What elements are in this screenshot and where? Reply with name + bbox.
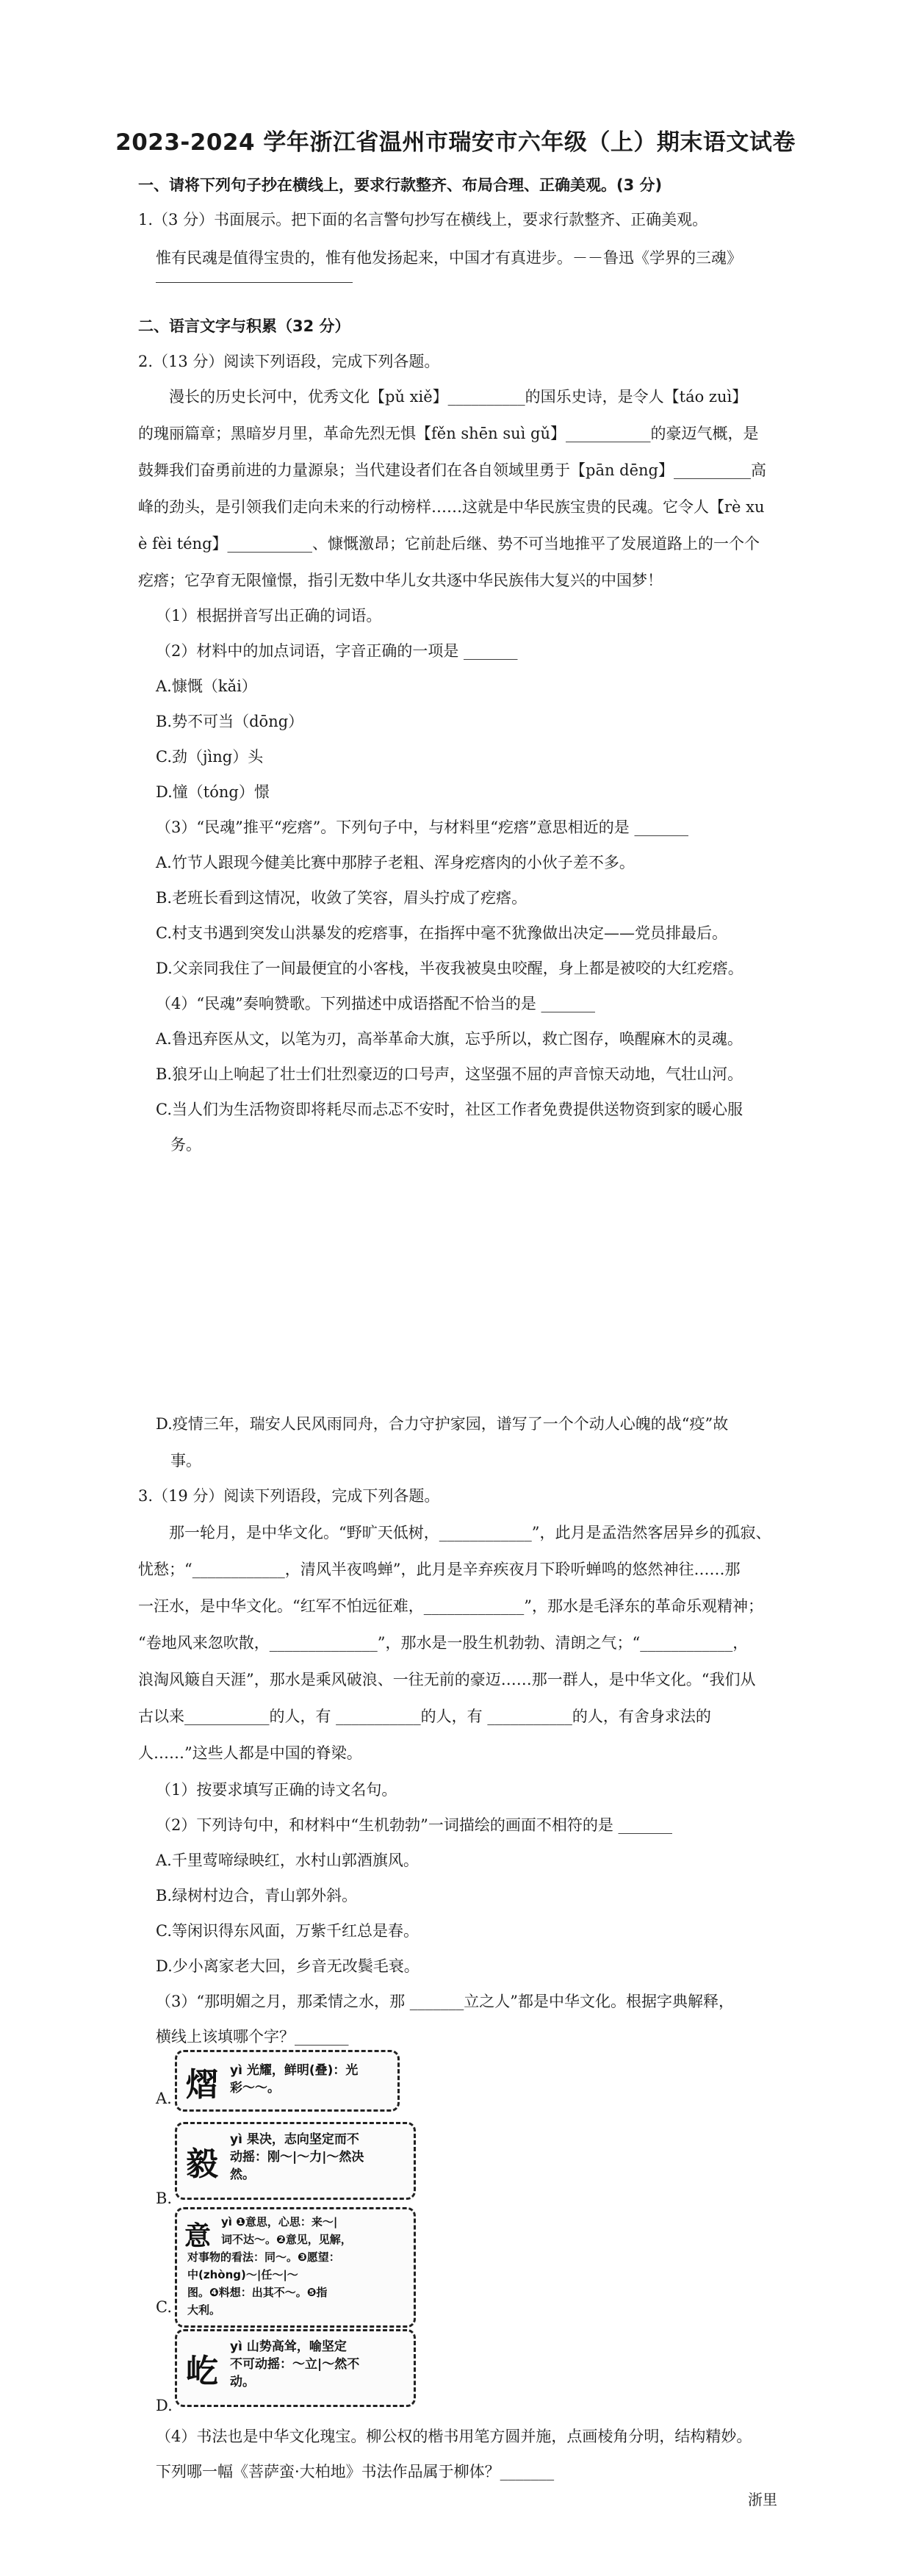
card-b-def-2: 动摇：刚～|～力|～然决 [230, 2150, 364, 2165]
dictionary-card-c [175, 2207, 416, 2328]
q2-sub4-option-c-cont: 务。 [170, 1136, 201, 1154]
q2-sub3-option-d: D.父亲同我住了一间最便宜的小客栈，半夜我被臭虫咬醒，身上都是被咬的大红疙瘩。 [156, 960, 743, 977]
q2-stem: 2.（13 分）阅读下列语段，完成下列各题。 [138, 353, 440, 370]
q2-sub3: （3）“民魂”推平“疙瘩”。下列句子中，与材料里“疙瘩”意思相近的是 _______ [156, 819, 688, 836]
card-d-label: D. [156, 2397, 173, 2414]
q3-passage-line-2: 忧愁；“____________，清风半夜鸣蝉”，此月是辛弃疾夜月下聆听蝉鸣的悠然神往……那 [138, 1561, 741, 1578]
q2-sub4-option-a: A.鲁迅弃医从文，以笔为刃，高举革命大旗，忘乎所以，救亡图存，唤醒麻木的灵魂。 [156, 1030, 743, 1048]
q2-sub2-option-c: C.劲（jìng）头 [156, 748, 264, 766]
card-d-def-2: 不可动摇：～立|～然不 [230, 2357, 360, 2372]
q3-passage-line-3: 一汪水，是中华文化。“红军不怕远征难，_____________”，那水是毛泽东的革命乐观精神； [138, 1597, 763, 1615]
card-c-def-3: 对事物的看法：同～。❸愿望： [187, 2251, 340, 2264]
q2-sub4-option-c: C.当人们为生活物资即将耗尽而忐忑不安时，社区工作者免费提供送物资到家的暖心服 [156, 1101, 743, 1118]
card-c-def-4: 中(zhòng)～|任～|～ [187, 2268, 298, 2281]
card-b-label: B. [156, 2190, 173, 2207]
q1-answer-line [156, 282, 353, 283]
q3-sub3-line-1: （3）“那明媚之月，那柔情之水，那 _______立之人”都是中华文化。根据字典解释， [156, 1993, 735, 2010]
card-c-label: C. [156, 2298, 172, 2316]
q2-sub4-option-d-cont: 事。 [170, 1452, 201, 1469]
q3-sub3-line-2: 横线上该填哪个字？_______ [156, 2028, 349, 2046]
q2-passage-line-6: 疙瘩；它孕育无限憧憬，指引无数中华儿女共逐中华民族伟大复兴的中国梦！ [138, 572, 663, 589]
q2-sub2-option-d: D.憧（tóng）憬 [156, 783, 270, 801]
card-b-def-1: yì 果决，志向坚定而不 [230, 2132, 359, 2147]
card-d-def-3: 动。 [230, 2375, 255, 2389]
q3-stem: 3.（19 分）阅读下列语段，完成下列各题。 [138, 1487, 440, 1505]
q3-passage-line-1: 那一轮月，是中华文化。“野旷天低树，____________”，此月是孟浩然客居异乡的孤寂、 [169, 1524, 771, 1541]
q2-passage-line-2: 的瑰丽篇章；黑暗岁月里，革命先烈无惧【fěn shēn suì gǔ】___________的豪迈气概，是 [138, 425, 759, 442]
q1-quote: 惟有民魂是值得宝贵的，惟有他发扬起来，中国才有真进步。－－鲁迅《学界的三魂》 [156, 249, 742, 267]
q2-passage-line-5: è fèi téng】___________、慷慨激昂；它前赴后继、势不可当地推平了发展道路上的一个个 [138, 535, 760, 553]
q3-sub2-option-b: B.绿树村边合，青山郭外斜。 [156, 1887, 358, 1904]
dictionary-card-a [175, 2050, 400, 2112]
q3-passage-line-5: 浪淘风簸自天涯”，那水是乘风破浪、一往无前的豪迈……那一群人，是中华文化。“我们从 [138, 1671, 756, 1688]
q3-sub1: （1）按要求填写正确的诗文名句。 [156, 1781, 397, 1799]
q3-sub4-line-2: 下列哪一幅《菩萨蛮·大柏地》书法作品属于柳体？_______ [156, 2463, 555, 2480]
card-c-def-5: 图。❹料想：出其不～。❺指 [187, 2286, 328, 2299]
q2-passage-line-3: 鼓舞我们奋勇前进的力量源泉；当代建设者们在各自领域里勇于【pān dēng】__________高 [138, 461, 766, 479]
q2-sub4-option-b: B.狼牙山上响起了壮士们壮烈豪迈的口号声，这坚强不屈的声音惊天动地，气壮山河。 [156, 1065, 743, 1083]
card-a-def-1: yì 光耀，鲜明(叠)：光 [230, 2063, 359, 2078]
page-footer: 浙里 [748, 2491, 777, 2508]
card-a-label: A. [156, 2090, 172, 2107]
q2-sub2-option-b: B.势不可当（dōng） [156, 713, 304, 730]
q2-passage-line-4: 峰的劲头，是引领我们走向未来的行动榜样……这就是中华民族宝贵的民魂。它令人【rè xu [138, 498, 765, 516]
q3-sub2-option-c: C.等闲识得东风面，万紫千红总是春。 [156, 1922, 419, 1940]
q2-sub3-option-a: A.竹节人跟现今健美比赛中那脖子老粗、浑身疙瘩肉的小伙子差不多。 [156, 854, 635, 871]
card-b-def-3: 然。 [230, 2167, 255, 2182]
q2-sub4: （4）“民魂”奏响赞歌。下列描述中成语搭配不恰当的是 _______ [156, 995, 596, 1012]
q2-sub3-option-c: C.村支书遇到突发山洪暴发的疙瘩事，在指挥中毫不犹豫做出决定——党员排最后。 [156, 924, 727, 942]
q2-sub2-option-a: A.慷慨（kǎi） [156, 677, 257, 695]
q3-sub4-line-1: （4）书法也是中华文化瑰宝。柳公权的楷书用笔方圆并施，点画棱角分明，结构精妙。 [156, 2428, 752, 2445]
card-c-def-1: yì ❶意思，心思：来～| [221, 2215, 338, 2228]
card-a-def-2: 彩～～。 [230, 2081, 280, 2095]
card-c-char: 意 [184, 2220, 212, 2251]
q3-passage-line-7: 人……”这些人都是中国的脊梁。 [138, 1744, 362, 1762]
q2-sub2: （2）材料中的加点词语，字音正确的一项是 _______ [156, 642, 518, 660]
q3-sub2: （2）下列诗句中，和材料中“生机勃勃”一词描绘的画面不相符的是 _______ [156, 1816, 673, 1834]
q2-sub4-option-d: D.疫情三年，瑞安人民风雨同舟，合力守护家园，谱写了一个个动人心魄的战“疫”故 [156, 1415, 729, 1433]
dictionary-card-b [175, 2122, 416, 2200]
card-c-def-6: 大利。 [187, 2303, 221, 2317]
q3-passage-line-4: “卷地风来忽吹散，______________”，那水是一股生机勃勃、清朗之气；“____________， [138, 1634, 749, 1652]
card-d-char: 屹 [186, 2353, 218, 2390]
card-a-char: 熠 [186, 2066, 218, 2104]
q1-stem: 1.（3 分）书面展示。把下面的名言警句抄写在横线上，要求行款整齐、正确美观。 [138, 211, 708, 229]
card-d-def-1: yì 山势高耸，喻坚定 [230, 2339, 347, 2354]
exam-title: 2023-2024 学年浙江省温州市瑞安市六年级（上）期末语文试卷 [115, 129, 796, 156]
section-2-heading: 二、语言文字与积累（32 分） [138, 317, 350, 335]
section-1-heading: 一、请将下列句子抄在横线上，要求行款整齐、布局合理、正确美观。(3 分) [138, 176, 663, 194]
q3-sub2-option-a: A.千里莺啼绿映红，水村山郭酒旗风。 [156, 1852, 419, 1869]
q3-passage-line-6: 古以来___________的人，有 ___________的人，有 ___________的人，有舍身求法的 [138, 1708, 711, 1725]
card-b-char: 毅 [186, 2145, 218, 2183]
card-c-def-2: 词不达～。❷意见，见解， [221, 2233, 352, 2246]
q2-sub1: （1）根据拼音写出正确的词语。 [156, 607, 382, 625]
dictionary-card-d [175, 2329, 416, 2407]
q2-sub3-option-b: B.老班长看到这情况，收敛了笑容，眉头拧成了疙瘩。 [156, 889, 527, 907]
q2-passage-line-1: 漫长的历史长河中，优秀文化【pǔ xiě】__________的国乐史诗，是令人【táo zuì】 [169, 388, 748, 406]
q3-sub2-option-d: D.少小离家老大回，乡音无改鬓毛衰。 [156, 1957, 420, 1975]
